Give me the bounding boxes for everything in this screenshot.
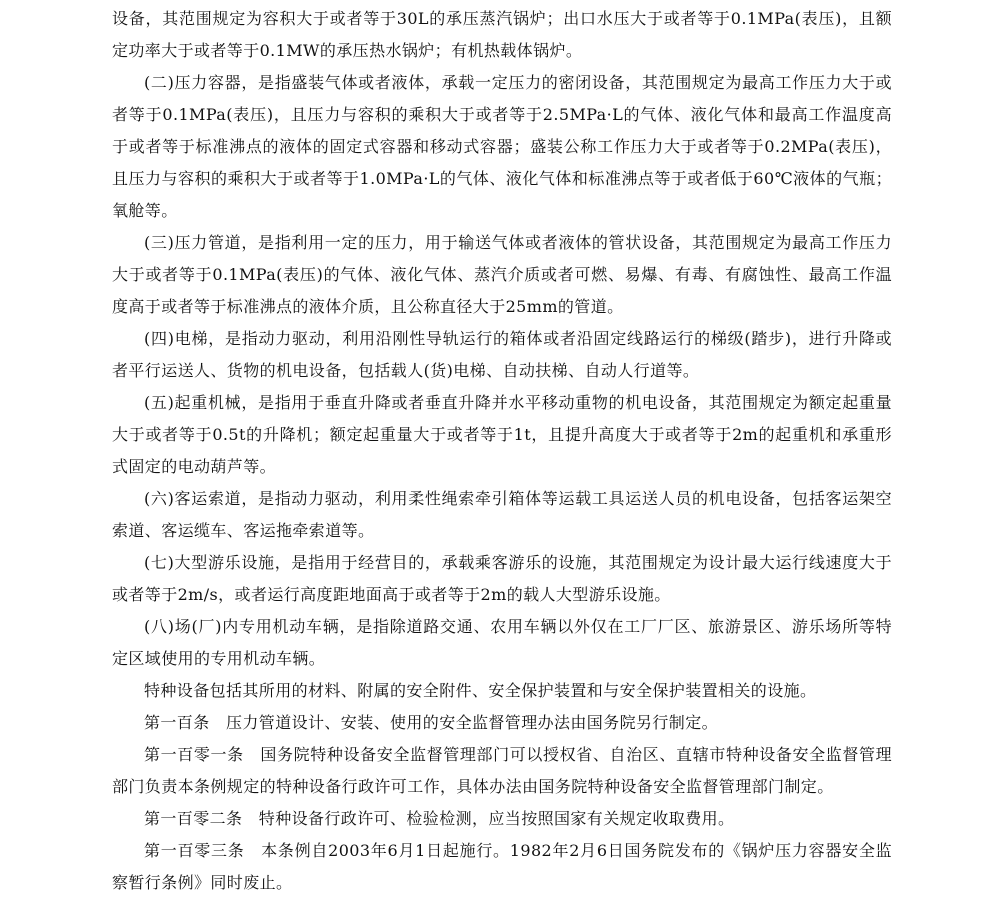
paragraph-passenger-ropeway: (六)客运索道，是指动力驱动，利用柔性绳索牵引箱体等运载工具运送人员的机电设备，包括客运架空索道、客运缆车、客运拖牵索道等。 bbox=[112, 489, 892, 540]
paragraph-special-equipment-scope: 特种设备包括其所用的材料、附属的安全附件、安全保护装置和与安全保护装置相关的设施。 bbox=[144, 681, 817, 700]
paragraph-pressure-vessel: (二)压力容器，是指盛装气体或者液体，承载一定压力的密闭设备，其范围规定为最高工作压力大于或者等于0.1MPa(表压)，且压力与容积的乘积大于或者等于2.5MPa·L的气体、液化气体和最高工作温度高于或者等于标准沸点的液体的固定式容器和移动式容器；盛装公称工作压力大于或者等于0.2MPa(表压)，且压力与容积的乘积大于或者等于1.0MPa·L的气体、液化气体和标准沸点等于或者低于60℃液体的气瓶；氧舱等。 bbox=[112, 73, 892, 220]
paragraph-lifting-machinery: (五)起重机械，是指用于垂直升降或者垂直升降并水平移动重物的机电设备，其范围规定为额定起重量大于或者等于0.5t的升降机；额定起重量大于或者等于1t，且提升高度大于或者等于2m的起重机和承重形式固定的电动葫芦等。 bbox=[112, 393, 892, 476]
paragraph-article-102: 第一百零二条 特种设备行政许可、检验检测，应当按照国家有关规定收取费用。 bbox=[144, 809, 735, 828]
document-body bbox=[112, 0, 892, 899]
paragraph-article-100: 第一百条 压力管道设计、安装、使用的安全监督管理办法由国务院另行制定。 bbox=[144, 713, 719, 732]
paragraph-pressure-pipeline: (三)压力管道，是指利用一定的压力，用于输送气体或者液体的管状设备，其范围规定为最高工作压力大于或者等于0.1MPa(表压)的气体、液化气体、蒸汽介质或者可燃、易爆、有毒、有腐蚀性、最高工作温度高于或者等于标准沸点的液体介质，且公称直径大于25mm的管道。 bbox=[112, 233, 892, 316]
paragraph-amusement-facility: (七)大型游乐设施，是指用于经营目的，承载乘客游乐的设施，其范围规定为设计最大运行线速度大于或者等于2m/s，或者运行高度距地面高于或者等于2m的载人大型游乐设施。 bbox=[112, 553, 892, 604]
paragraph-boiler-continuation: 设备，其范围规定为容积大于或者等于30L的承压蒸汽锅炉；出口水压大于或者等于0.1MPa(表压)，且额定功率大于或者等于0.1MW的承压热水锅炉；有机热载体锅炉。 bbox=[112, 9, 892, 60]
paragraph-site-vehicle: (八)场(厂)内专用机动车辆，是指除道路交通、农用车辆以外仅在工厂厂区、旅游景区、游乐场所等特定区域使用的专用机动车辆。 bbox=[112, 617, 892, 668]
paragraph-article-103: 第一百零三条 本条例自2003年6月1日起施行。1982年2月6日国务院发布的《锅炉压力容器安全监察暂行条例》同时废止。 bbox=[112, 841, 892, 892]
paragraph-article-101: 第一百零一条 国务院特种设备安全监督管理部门可以授权省、自治区、直辖市特种设备安全监督管理部门负责本条例规定的特种设备行政许可工作，具体办法由国务院特种设备安全监督管理部门制定。 bbox=[112, 745, 892, 796]
paragraph-elevator: (四)电梯，是指动力驱动，利用沿刚性导轨运行的箱体或者沿固定线路运行的梯级(踏步)，进行升降或者平行运送人、货物的机电设备，包括载人(货)电梯、自动扶梯、自动人行道等。 bbox=[112, 329, 892, 380]
